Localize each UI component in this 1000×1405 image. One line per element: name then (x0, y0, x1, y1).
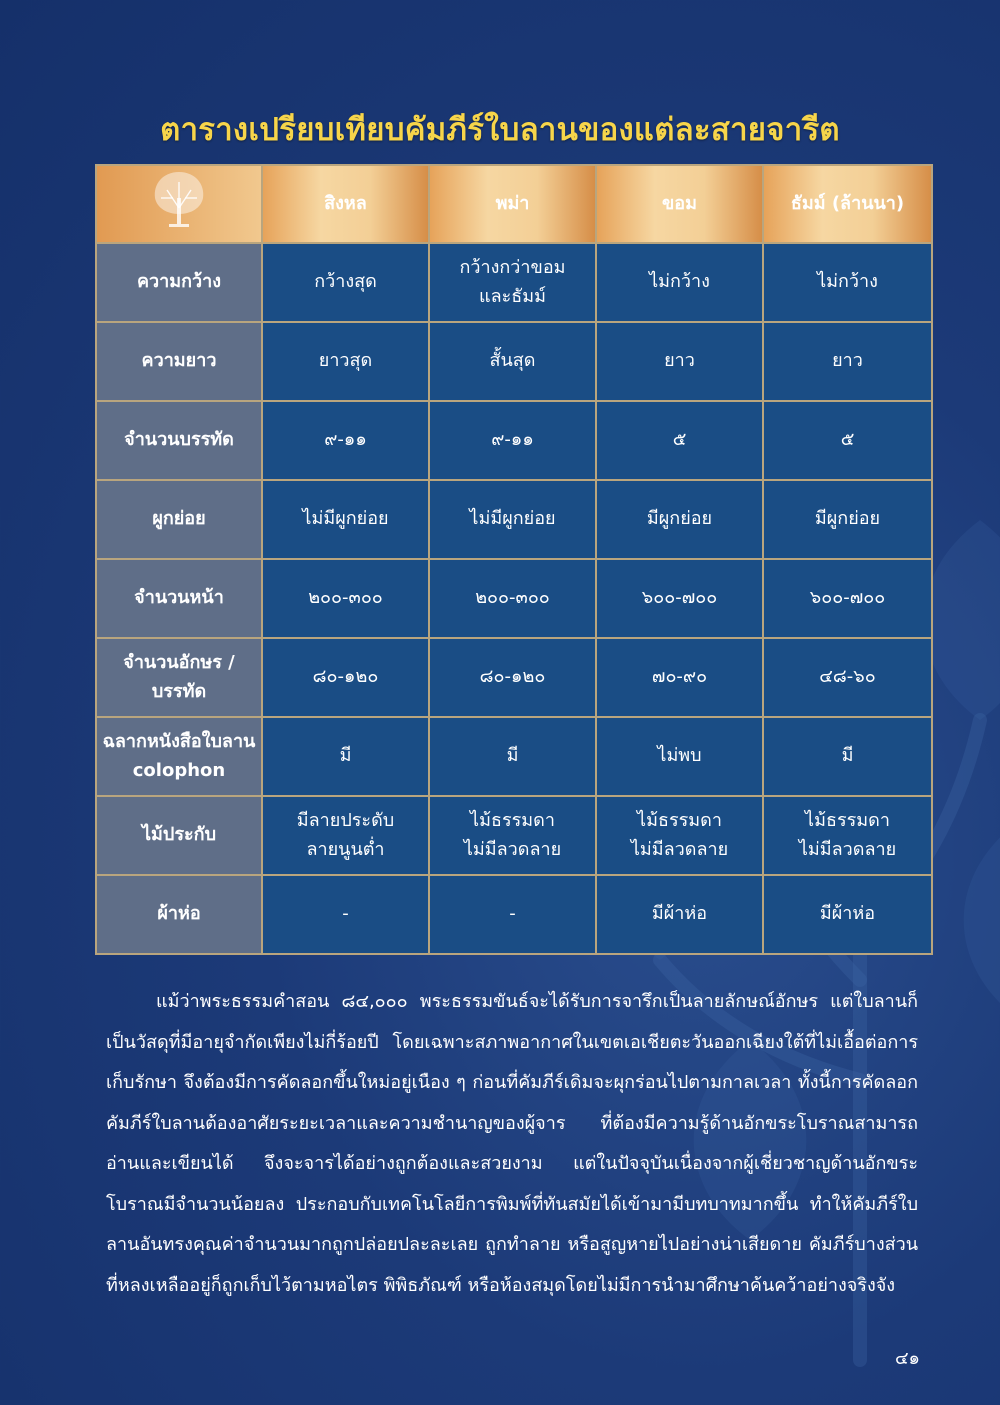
table-cell: ไม้ธรรมดา ไม่มีลวดลาย (429, 796, 596, 875)
bodhi-tree-icon (149, 168, 209, 230)
row-label: ความยาว (96, 322, 262, 401)
table-cell: ไม้ธรรมดา ไม่มีลวดลาย (763, 796, 932, 875)
table-cell: มีลายประดับ ลายนูนต่ำ (262, 796, 429, 875)
body-paragraph: แม้ว่าพระธรรมคำสอน ๘๔,๐๐๐ พระธรรมขันธ์จะได้รับการจารึกเป็นลายลักษณ์อักษร แต่ใบลานก็เป็นวัสดุที่มีอายุจำกัดเพียงไม่กี่ร้อยปี โดยเฉพาะสภาพอากาศในเขตเอเชียตะวันออกเฉียงใต้ที่ไม่เอื้อต่อการเก็บรักษา จึงต้องมีการคัดลอกขึ้นใหม่อยู่เนือง ๆ ก่อนที่คัมภีร์เดิมจะผุกร่อนไปตามกาลเวลา ทั้งนี้การคัดลอกคัมภีร์ใบลานต้องอาศัยระยะเวลาและความชำนาญของผู้จาร ที่ต้องมีความรู้ด้านอักขระโบราณสามารถอ่านและเขียนได้ จึงจะจารได้อย่างถูกต้องและสวยงาม แต่ในปัจจุบันเนื่องจากผู้เชี่ยวชาญด้านอักขระโบราณมีจำนวนน้อยลง ประกอบกับเทคโนโลยีการพิมพ์ที่ทันสมัยได้เข้ามามีบทบาทมากขึ้น ทำให้คัมภีร์ใบลานอันทรงคุณค่าจำนวนมากถูกปล่อยปละละเลย ถูกทำลาย หรือสูญหายไปอย่างน่าเสียดาย คัมภีร์บางส่วนที่หลงเหลืออยู่ก็ถูกเก็บไว้ตามหอไตร พิพิธภัณฑ์ หรือห้องสมุดโดยไม่มีการนำมาศึกษาค้นคว้าอย่างจริงจัง (106, 991, 918, 1296)
column-header-sinhala: สิงหล (262, 165, 429, 243)
table-cell: มีผูกย่อย (763, 480, 932, 559)
table-row (96, 875, 932, 954)
row-label: ฉลากหนังสือใบลาน colophon (96, 717, 262, 796)
table-cell: ๒๐๐-๓๐๐ (429, 559, 596, 638)
table-cell: มี (262, 717, 429, 796)
table-cell: ๖๐๐-๗๐๐ (763, 559, 932, 638)
table-row (96, 796, 932, 875)
table-cell: ๗๐-๙๐ (596, 638, 763, 717)
table-cell: มีผ้าห่อ (763, 875, 932, 954)
table-cell: - (429, 875, 596, 954)
table-row (96, 322, 932, 401)
table-cell: ๘๐-๑๒๐ (429, 638, 596, 717)
table-cell: - (262, 875, 429, 954)
table-row (96, 243, 932, 322)
table-header-row (96, 165, 932, 243)
row-label: จำนวนหน้า (96, 559, 262, 638)
table-cell: ยาวสุด (262, 322, 429, 401)
table-cell: ๖๐๐-๗๐๐ (596, 559, 763, 638)
comparison-table (95, 164, 933, 955)
table-cell: สั้นสุด (429, 322, 596, 401)
column-header-burmese: พม่า (429, 165, 596, 243)
column-header-tham-lanna: ธัมม์ (ล้านนา) (763, 165, 932, 243)
table-cell: ไม้ธรรมดา ไม่มีลวดลาย (596, 796, 763, 875)
table-cell: ไม่กว้าง (763, 243, 932, 322)
page-title: ตารางเปรียบเทียบคัมภีร์ใบลานของแต่ละสายจารีต (160, 112, 840, 148)
table-cell: ยาว (596, 322, 763, 401)
table-cell: ๘๐-๑๒๐ (262, 638, 429, 717)
page-number: ๔๑ (894, 1348, 920, 1369)
row-label: จำนวนบรรทัด (96, 401, 262, 480)
table-cell: มีผูกย่อย (596, 480, 763, 559)
header-logo-cell (96, 165, 262, 243)
table-cell: ๙-๑๑ (429, 401, 596, 480)
row-label: ผูกย่อย (96, 480, 262, 559)
table-cell: มีผ้าห่อ (596, 875, 763, 954)
table-cell: กว้างสุด (262, 243, 429, 322)
table-row (96, 559, 932, 638)
table-cell: ยาว (763, 322, 932, 401)
table-cell: ๕ (763, 401, 932, 480)
table-cell: กว้างกว่าขอม และธัมม์ (429, 243, 596, 322)
table-row (96, 717, 932, 796)
table-cell: ไม่กว้าง (596, 243, 763, 322)
table-cell: มี (429, 717, 596, 796)
row-label: จำนวนอักษร / บรรทัด (96, 638, 262, 717)
column-header-khom: ขอม (596, 165, 763, 243)
table-row (96, 401, 932, 480)
table-cell: ไม่มีผูกย่อย (429, 480, 596, 559)
table-cell: ๕ (596, 401, 763, 480)
table-cell: ๙-๑๑ (262, 401, 429, 480)
table-row (96, 480, 932, 559)
table-cell: ไม่พบ (596, 717, 763, 796)
table-cell: ไม่มีผูกย่อย (262, 480, 429, 559)
row-label: ความกว้าง (96, 243, 262, 322)
row-label: ผ้าห่อ (96, 875, 262, 954)
table-cell: มี (763, 717, 932, 796)
table-cell: ๔๘-๖๐ (763, 638, 932, 717)
table-row (96, 638, 932, 717)
row-label: ไม้ประกับ (96, 796, 262, 875)
table-cell: ๒๐๐-๓๐๐ (262, 559, 429, 638)
